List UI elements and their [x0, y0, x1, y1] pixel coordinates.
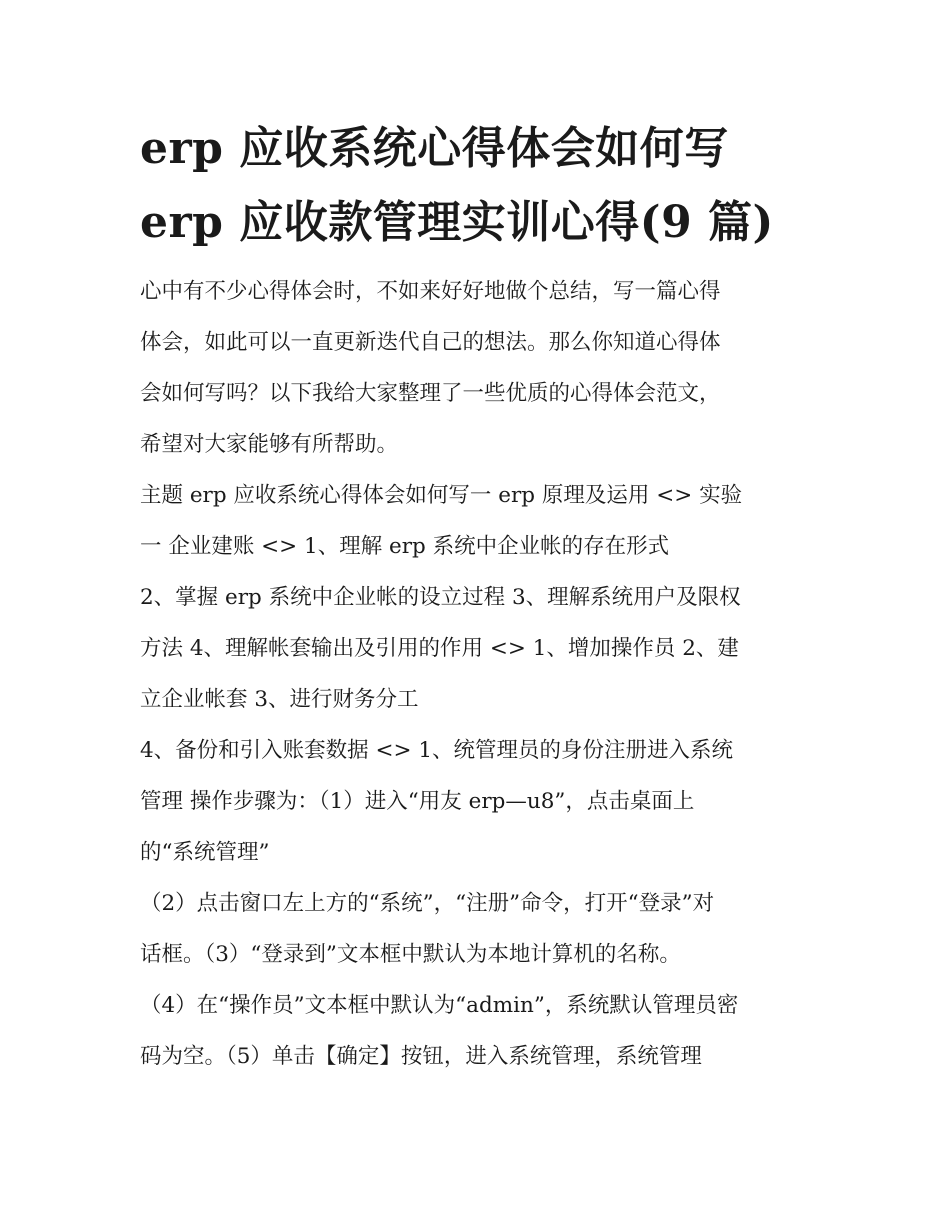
text-line: 4、备份和引入账套数据 <> 1、统管理员的身份注册进入系统 — [140, 738, 734, 763]
text-line: 方法 4、理解帐套输出及引用的作用 <> 1、增加操作员 2、建 — [140, 636, 739, 661]
body-paragraph — [140, 470, 820, 572]
title-line-2: erp 应收款管理实训心得(9 篇) — [140, 197, 774, 248]
text-line: 会如何写吗？以下我给大家整理了一些优质的心得体会范文， — [140, 381, 721, 406]
document-page — [140, 112, 820, 1082]
text-line: （4）在“操作员”文本框中默认为“admin”，系统默认管理员密 — [140, 993, 739, 1018]
text-line: 希望对大家能够有所帮助。 — [140, 432, 399, 457]
text-line: 的“系统管理” — [140, 840, 270, 865]
body-paragraph — [140, 725, 820, 878]
document-title — [140, 112, 820, 260]
text-line: 2、掌握 erp 系统中企业帐的设立过程 3、理解系统用户及限权 — [140, 585, 741, 610]
intro-paragraph — [140, 266, 820, 470]
text-line: （2）点击窗口左上方的“系统”，“注册”命令，打开“登录”对 — [140, 891, 715, 916]
text-line: 码为空。（5）单击【确定】按钮，进入系统管理，系统管理 — [140, 1044, 702, 1069]
text-line: 主题 erp 应收系统心得体会如何写一 erp 原理及运用 <> 实验 — [140, 483, 743, 508]
body-paragraph — [140, 572, 820, 725]
text-line: 心中有不少心得体会时，不如来好好地做个总结，写一篇心得 — [140, 279, 721, 304]
title-line-1: erp 应收系统心得体会如何写 — [140, 123, 729, 174]
body-paragraph — [140, 878, 820, 1082]
text-line: 体会，如此可以一直更新迭代自己的想法。那么你知道心得体 — [140, 330, 721, 355]
text-line: 一 企业建账 <> 1、理解 erp 系统中企业帐的存在形式 — [140, 534, 670, 559]
text-line: 立企业帐套 3、进行财务分工 — [140, 687, 419, 712]
text-line: 管理 操作步骤为：（1）进入“用友 erp—u8”，点击桌面上 — [140, 789, 695, 814]
text-line: 话框。（3）“登录到”文本框中默认为本地计算机的名称。 — [140, 942, 681, 967]
